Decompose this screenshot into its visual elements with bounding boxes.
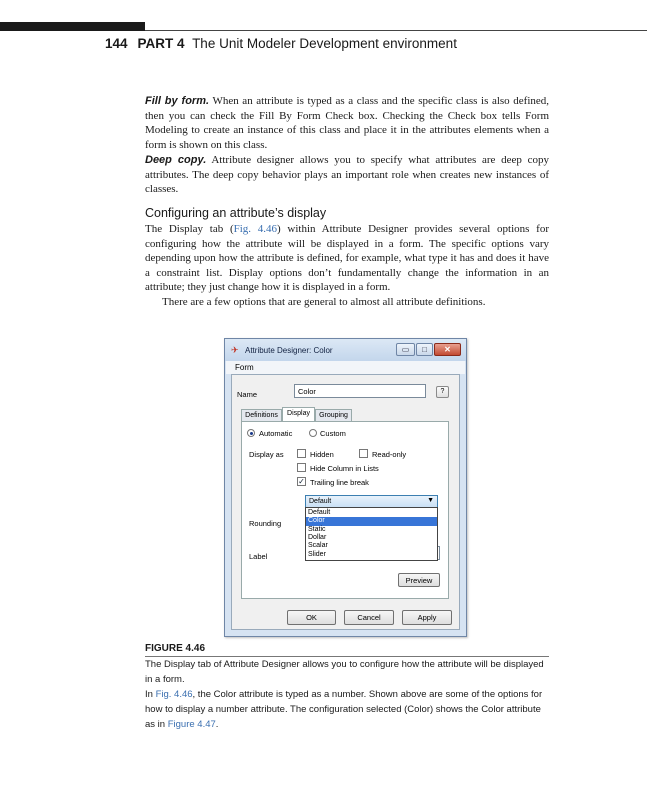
name-label: Name xyxy=(237,390,258,399)
preview-button[interactable]: Preview xyxy=(398,573,440,587)
minimize-icon[interactable]: ▭ xyxy=(396,343,415,356)
text-deep-copy: Attribute designer allows you to specify what attributes are deep copy attributes. The deep copy behavior plays an important role when creates new instances of classes. xyxy=(145,154,549,196)
apply-button[interactable]: Apply xyxy=(402,610,452,625)
name-value: Color xyxy=(298,387,316,396)
radio-automatic[interactable] xyxy=(247,429,255,437)
display-text-after: ) within Attribute Designer provides several options for configuring how the attribute will be displayed in a form. The specific options vary depending upon how the attribute is defined, for example, what type it has and does it have a constraint list. Display options don’t fundamentally change the information in an attribute; they just change how it is displayed in a form. xyxy=(145,223,549,294)
part-label: PART 4 xyxy=(137,36,185,51)
custom-label: Custom xyxy=(320,429,346,438)
app-icon: ✈ xyxy=(231,345,239,355)
menu-bar xyxy=(226,361,465,374)
label-label: Label xyxy=(249,552,268,561)
cancel-button[interactable]: Cancel xyxy=(344,610,394,625)
header-rule xyxy=(145,30,647,31)
figure-label: FIGURE 4.46 xyxy=(145,643,206,654)
option-default[interactable]: Default xyxy=(308,509,331,516)
caption2-before: In xyxy=(145,689,156,700)
title-bar xyxy=(225,339,466,361)
section-heading: Configuring an attribute’s display xyxy=(145,206,327,220)
tab-definitions[interactable]: Definitions xyxy=(241,409,282,421)
option-slider[interactable]: Slider xyxy=(308,550,326,558)
header-bar xyxy=(0,22,145,31)
paragraph-fill-by-form xyxy=(145,94,549,152)
fig-link[interactable]: Fig. 4.46 xyxy=(233,223,278,235)
readonly-checkbox[interactable] xyxy=(359,449,368,458)
text-fill-by-form: When an attribute is typed as a class and the specific class is also defined, then you can check the Fill By Form Check box. Checking the Check box tells Form Modeling to create an instance of this class and place it in the attributes elements when a form is shown on this class. xyxy=(145,95,550,151)
figure-caption-2 xyxy=(145,687,549,732)
maximize-icon[interactable]: □ xyxy=(416,343,433,356)
display-as-label: Display as xyxy=(249,450,284,459)
figure-447-link[interactable]: Figure 4.47 xyxy=(167,719,216,730)
caption2-middle: , the Color attribute is typed as a number. Shown above are some of the options for how to display a number attribute. The configuration selected (Color) shows the Color attribute as in xyxy=(145,689,543,730)
hide-column-checkbox[interactable] xyxy=(297,463,306,472)
trailing-checkbox[interactable]: ✓ xyxy=(298,477,305,486)
ok-button[interactable]: OK xyxy=(287,610,336,625)
paragraph-display xyxy=(145,222,549,295)
paragraph-deep-copy xyxy=(145,153,549,197)
part-title: The Unit Modeler Development environment xyxy=(192,36,457,51)
running-header xyxy=(105,36,457,51)
term-deep-copy: Deep copy. xyxy=(145,154,207,166)
option-scalar[interactable]: Scalar xyxy=(308,542,328,550)
automatic-label: Automatic xyxy=(259,429,293,438)
figure-caption-1: The Display tab of Attribute Designer allows you to configure how the attribute will be displayed in a form. xyxy=(145,659,544,685)
tab-grouping[interactable]: Grouping xyxy=(315,409,352,421)
combo-value: Default xyxy=(309,498,332,505)
chevron-down-icon[interactable]: ▼ xyxy=(427,497,434,504)
term-fill-by-form: Fill by form. xyxy=(145,95,210,107)
page-number: 144 xyxy=(105,36,128,51)
display-as-dropdown xyxy=(305,507,438,561)
hide-column-label: Hide Column in Lists xyxy=(310,464,379,473)
readonly-label: Read-only xyxy=(372,450,407,459)
radio-custom[interactable] xyxy=(309,429,317,437)
rounding-label: Rounding xyxy=(249,519,282,528)
help-button[interactable]: ? xyxy=(436,386,449,398)
caption2-after: . xyxy=(215,719,219,730)
option-dollar[interactable]: Dollar xyxy=(308,533,327,541)
option-static[interactable]: Static xyxy=(308,525,326,533)
attribute-designer-dialog xyxy=(224,338,467,637)
option-color[interactable]: Color xyxy=(306,517,437,525)
close-icon[interactable]: ✕ xyxy=(434,343,461,356)
paragraph-general-options: There are a few options that are general to almost all attribute definitions. xyxy=(162,296,486,308)
dialog-client xyxy=(231,374,460,630)
trailing-label: Trailing line break xyxy=(310,478,369,487)
display-text-before: The Display tab ( xyxy=(145,223,234,235)
fig-link-2[interactable]: Fig. 4.46 xyxy=(155,689,193,700)
menu-form[interactable]: Form xyxy=(235,363,254,372)
dialog-title: Attribute Designer: Color xyxy=(245,346,333,355)
name-input[interactable] xyxy=(294,384,426,398)
hidden-checkbox[interactable] xyxy=(297,449,306,458)
hidden-label: Hidden xyxy=(310,450,334,459)
tab-display[interactable]: Display xyxy=(282,407,315,421)
display-panel xyxy=(241,421,449,599)
